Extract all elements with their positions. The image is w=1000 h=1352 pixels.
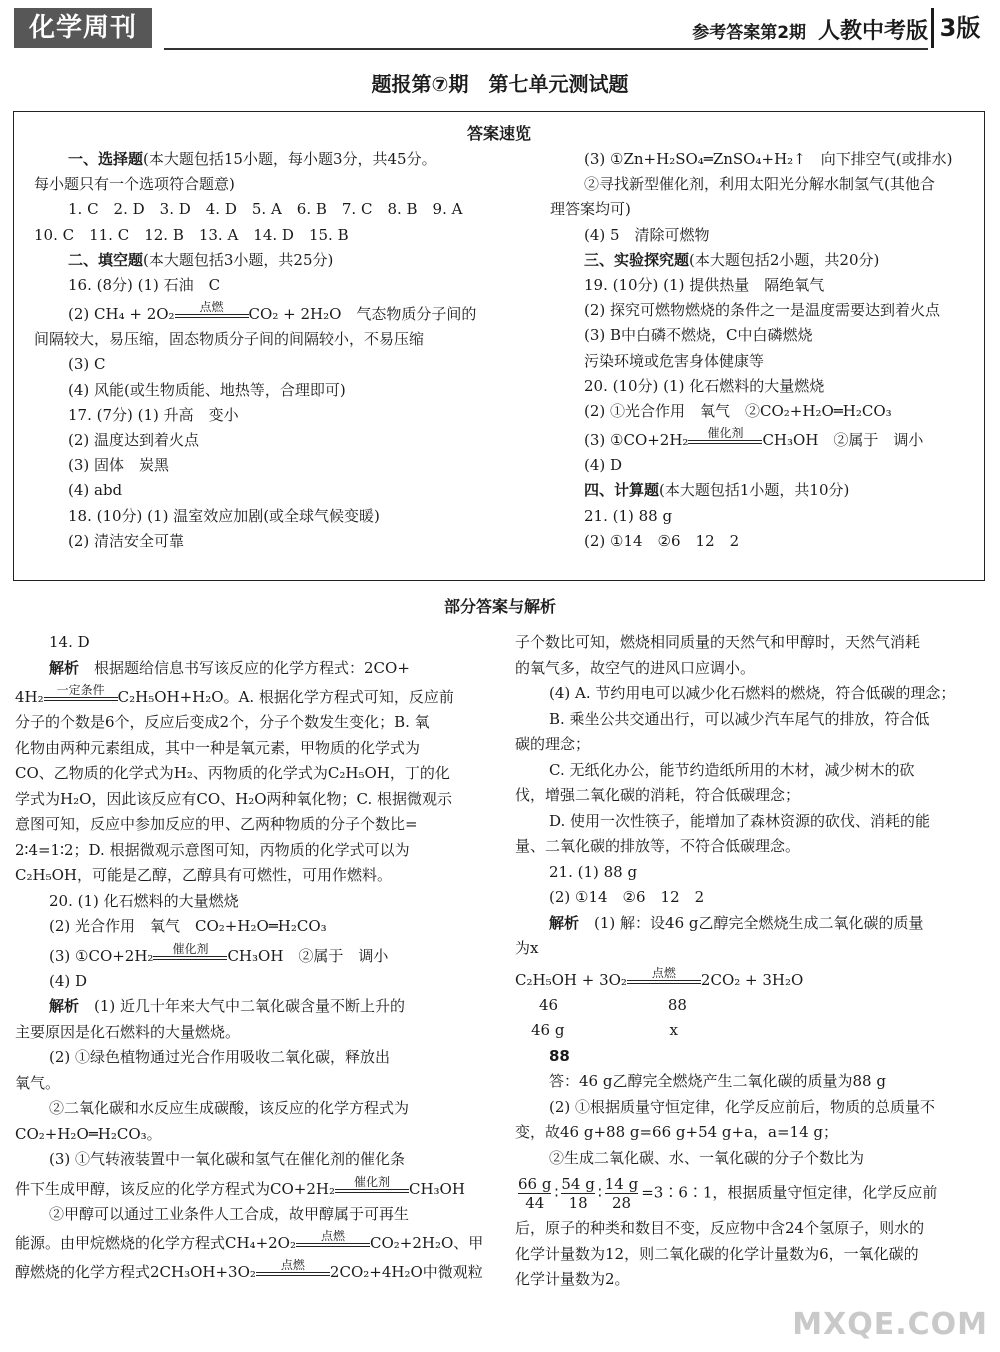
page-header [14, 8, 986, 48]
edition-label: 人教中考版 [817, 19, 928, 44]
analysis-text: (1) 解：设46 g乙醇完全燃烧生成二氧化碳的质量 [579, 913, 924, 932]
analysis-right-line: 46 88 [539, 995, 687, 1014]
answer-left-line: (2) 温度达到着火点 [68, 431, 200, 450]
page-version: 3版 [931, 8, 986, 48]
analysis-left-line: (4) D [49, 971, 88, 990]
section-heading: 四、计算题 [584, 481, 660, 500]
analysis-right-line: 21. (1) 88 g [549, 862, 638, 881]
answer-right-line [550, 424, 980, 453]
analysis-left-line [15, 656, 490, 682]
equation-left: (3) ①CO+2H₂ [49, 946, 154, 965]
analysis-left-line: 化物由两种元素组成，其中一种是氧元素，甲物质的化学式为 [15, 738, 421, 757]
section-note: (本大题包括3小题，共25分) [143, 250, 334, 269]
analysis-left-line [15, 1256, 490, 1285]
analysis-left-line [15, 940, 490, 969]
analysis-text: 根据题给信息书写该反应的化学方程式：2CO+ [79, 658, 410, 677]
answer-right-line: (4) 5 清除可燃物 [584, 225, 710, 244]
section-heading: 一、选择题 [68, 150, 144, 168]
double-bar [256, 1272, 330, 1276]
answer-issue-label: 参考答案第2期 [692, 23, 807, 43]
analysis-right-column [515, 630, 987, 1293]
answer-left-line: (3) C [68, 355, 106, 374]
analysis-left-line: CO₂+H₂O═H₂CO₃。 [15, 1124, 162, 1143]
analysis-right-line: 化学计量数为12，则二氧化碳的化学计量数为6，一氧化碳的 [515, 1244, 919, 1263]
analysis-left-line: 主要原因是化石燃料的大量燃烧。 [15, 1022, 241, 1041]
equation-left: 能源。由甲烷燃烧的化学方程式CH₄+2O₂ [15, 1234, 296, 1252]
analysis-right-line: (2) ①14 ②6 12 2 [549, 888, 705, 906]
answer-right-line: 19. (10分) (1) 提供热量 隔绝氧气 [584, 276, 825, 295]
equation-left: (2) CH₄ + 2O₂ [68, 305, 175, 324]
analysis-label: 解析 [49, 997, 80, 1015]
fraction [561, 1175, 594, 1212]
reaction-condition: 点燃 [280, 1258, 305, 1272]
answer-left-line: 18. (10分) (1) 温室效应加剧(或全球气候变暖) [68, 506, 380, 525]
equation-right: C₂H₅OH+H₂O。A. 根据化学方程式可知，反应前 [117, 688, 454, 706]
header-divider [164, 48, 928, 50]
answer-right-line [550, 248, 980, 273]
analysis-left-line: 2∶4=1∶2；D. 根据微观示意图可知，丙物质的化学式可以为 [15, 840, 410, 859]
answer-left-line: 10. C 11. C 12. B 13. A 14. D 15. B [34, 225, 349, 244]
header-info [692, 14, 928, 45]
reaction-condition: 催化剂 [353, 1174, 390, 1189]
answer-left-line: (2) 清洁安全可靠 [68, 531, 185, 550]
equation-left: 件下生成甲醇，该反应的化学方程式为CO+2H₂ [15, 1179, 335, 1198]
double-bar [175, 314, 249, 318]
equation-left: 醇燃烧的化学方程式2CH₃OH+3O₂ [15, 1263, 256, 1281]
analysis-right-line: D. 使用一次性筷子，能增加了森林资源的砍伐、消耗的能 [549, 811, 931, 830]
analysis-right-line: 化学计量数为2。 [515, 1270, 630, 1288]
equation-right: CO₂ + 2H₂O 气态物质分子间的 [248, 305, 477, 324]
analysis-right-line [515, 964, 987, 993]
reaction-condition: 催化剂 [707, 426, 744, 441]
denominator: 18 [568, 1194, 588, 1212]
answer-box-right-column [550, 147, 980, 554]
reaction-arrow [175, 301, 249, 324]
equation-right: CO₂+2H₂O、甲 [370, 1234, 484, 1252]
answer-right-line: (3) B中白磷不燃烧，C中白磷燃烧 [584, 326, 813, 345]
answer-left-line: 每小题只有一个选项符合题意) [34, 175, 235, 194]
analysis-left-line: (2) ①绿色植物通过光合作用吸收二氧化碳，释放出 [49, 1048, 391, 1066]
analysis-right-line: 答：46 g乙醇完全燃烧产生二氧化碳的质量为88 g [549, 1072, 886, 1090]
equation-left: C₂H₅OH + 3O₂ [515, 970, 627, 989]
analysis-right-line: C. 无纸化办公，能节约造纸所用的木材，减少树木的砍 [549, 760, 915, 779]
double-bar [688, 440, 762, 444]
answer-quick-view-box [13, 111, 985, 581]
analysis-left-line [15, 681, 490, 710]
answer-right-line: ②寻找新型催化剂，利用太阳光分解水制氢气(其他合 [584, 175, 935, 194]
double-bar [335, 1189, 409, 1193]
analysis-right-line: B. 乘坐公共交通出行，可以减少汽车尾气的排放，符合低 [549, 709, 930, 728]
reaction-arrow [627, 967, 701, 990]
analysis-right-line [515, 911, 987, 937]
analysis-left-line: 氧气。 [15, 1073, 61, 1092]
answer-box-left-column [34, 147, 489, 554]
equation-right: CH₃OH ②属于 调小 [762, 431, 924, 450]
analysis-left-line: 分子的个数是6个，反应后变成2个，分子个数发生变化；B. 氧 [15, 713, 430, 731]
analysis-right-line [515, 1044, 987, 1070]
reaction-condition: 一定条件 [56, 683, 105, 697]
analysis-left-line: (3) ①气转液装置中一氧化碳和氢气在催化剂的催化条 [49, 1150, 406, 1168]
section-note: (本大题包括15小题，每小题3分，共45分。 [143, 150, 437, 168]
analysis-right-line: 的氧气多，故空气的进风口应调小。 [515, 658, 756, 677]
denominator: 28 [611, 1194, 632, 1212]
reaction-arrow [153, 943, 227, 966]
analysis-left-line [15, 994, 490, 1020]
ratio-sign: ∶ [597, 1183, 602, 1202]
reaction-condition: 催化剂 [172, 941, 209, 956]
answer-left-line: (3) 固体 炭黑 [68, 456, 170, 475]
equation-left: 4H₂ [15, 688, 44, 706]
fraction [605, 1175, 638, 1212]
analysis-right-line: ②生成二氧化碳、水、一氧化碳的分子个数比为 [549, 1148, 865, 1167]
analysis-right-line: (4) A. 节约用电可以减少化石燃料的燃烧，符合低碳的理念； [549, 684, 956, 702]
ratio-sign: ∶ [554, 1183, 559, 1202]
analysis-left-line: C₂H₅OH，可能是乙醇，乙醇具有可燃性，可用作燃料。 [15, 866, 392, 884]
answer-right-line: (2) ①14 ②6 12 2 [584, 531, 740, 550]
analysis-right-line: 变，故46 g+88 g=66 g+54 g+a，a=14 g； [515, 1123, 839, 1141]
analysis-right-line: 碳的理念； [515, 735, 591, 753]
analysis-right-line [515, 1171, 987, 1216]
analysis-label: 解析 [49, 658, 80, 677]
equation-right: CH₃OH [408, 1179, 465, 1198]
analysis-right-line: 46 g x [531, 1021, 678, 1039]
answer-left-line [34, 248, 489, 273]
answer-box-title: 答案速览 [466, 124, 531, 143]
answer-right-line: (2) 探究可燃物燃烧的条件之一是温度需要达到着火点 [584, 301, 941, 320]
answer-right-line: (2) ①光合作用 氧气 ②CO₂+H₂O═H₂CO₃ [584, 402, 892, 421]
answer-left-line [34, 298, 489, 327]
analysis-left-column [15, 630, 490, 1285]
page-title: 题报第⑦期 第七单元测试题 [371, 72, 629, 96]
numerator: 54 g [561, 1175, 595, 1193]
equation-right: 2CO₂ + 3H₂O [700, 970, 804, 989]
analysis-left-line: 学式为H₂O，因此该反应有CO、H₂O两种氧化物；C. 根据微观示 [15, 789, 453, 808]
analysis-left-line: 意图可知，反应中参加反应的甲、乙两种物质的分子个数比= [15, 815, 418, 833]
reaction-arrow [688, 427, 762, 450]
analysis-left-line: ②甲醇可以通过工业条件人工合成，故甲醇属于可再生 [49, 1204, 410, 1223]
section-heading: 三、实验探究题 [584, 250, 690, 269]
reaction-condition: 点燃 [320, 1229, 345, 1243]
analysis-left-line [15, 1173, 490, 1202]
equation-right: 2CO₂+4H₂O中微观粒 [329, 1263, 483, 1281]
analysis-label: 解析 [549, 913, 580, 932]
analysis-right-line: (2) ①根据质量守恒定律，化学反应前后，物质的总质量不 [549, 1097, 936, 1116]
analysis-left-line: ②二氧化碳和水反应生成碳酸，该反应的化学方程式为 [49, 1099, 410, 1117]
analysis-right-line: 伐，增强二氧化碳的消耗，符合低碳理念； [515, 786, 801, 804]
answer-left-line: 17. (7分) (1) 升高 变小 [68, 405, 239, 424]
double-bar [296, 1243, 370, 1247]
analysis-section-title: 部分答案与解析 [443, 597, 556, 616]
analysis-left-line: (2) 光合作用 氧气 CO₂+H₂O═H₂CO₃ [49, 917, 327, 935]
denominator: 44 [525, 1194, 545, 1212]
section-heading: 二、填空题 [68, 250, 144, 269]
equation-right: CH₃OH ②属于 调小 [227, 946, 389, 965]
answer-right-line: 21. (1) 88 g [584, 506, 673, 525]
section-heading: 88 [549, 1046, 570, 1065]
answer-right-line: 理答案均可) [550, 200, 631, 219]
answer-right-line [550, 478, 980, 503]
analysis-left-line: 14. D [49, 633, 90, 651]
watermark-logo: MXQE.COM [792, 1307, 988, 1342]
answer-right-line: 20. (10分) (1) 化石燃料的大量燃烧 [584, 376, 825, 395]
answer-left-line: (4) abd [68, 481, 123, 500]
reaction-arrow [335, 1176, 409, 1199]
fraction [518, 1175, 551, 1212]
analysis-right-line: 为x [515, 939, 539, 957]
analysis-left-line [15, 1227, 490, 1256]
answer-right-line: (4) D [584, 456, 623, 475]
answer-right-line: 污染环境或危害身体健康等 [584, 351, 765, 370]
reaction-condition: 点燃 [199, 300, 224, 315]
double-bar [44, 697, 118, 701]
numerator: 14 g [604, 1175, 639, 1193]
answer-left-line: 间隔较大，易压缩，固态物质分子间的间隔较小，不易压缩 [34, 330, 425, 349]
equation-left: (3) ①CO+2H₂ [584, 431, 689, 450]
reaction-arrow [256, 1259, 330, 1282]
newspaper-title: 化学周刊 [14, 8, 152, 48]
answer-left-line [34, 147, 489, 172]
answer-left-line: (4) 风能(或生物质能、地热等，合理即可) [68, 380, 346, 399]
analysis-right-line: 量、二氧化碳的排放等，不符合低碳理念。 [515, 837, 801, 855]
analysis-right-line: 后，原子的种类和数目不变，反应物中含24个氢原子，则水的 [515, 1219, 925, 1237]
answer-left-line: 1. C 2. D 3. D 4. D 5. A 6. B 7. C 8. B 9. A [68, 200, 463, 219]
numerator: 66 g [518, 1175, 552, 1193]
reaction-arrow [296, 1230, 370, 1253]
section-note: (本大题包括2小题，共20分) [689, 250, 880, 269]
analysis-text: (1) 近几十年来大气中二氧化碳含量不断上升的 [79, 997, 406, 1015]
section-note: (本大题包括1小题，共10分) [659, 481, 850, 500]
analysis-left-line: 20. (1) 化石燃料的大量燃烧 [49, 891, 239, 910]
double-bar [153, 956, 227, 960]
double-bar [627, 980, 701, 984]
ratio-tail: =3∶6∶1，根据质量守恒定律，化学反应前 [641, 1183, 938, 1202]
analysis-right-line: 子个数比可知，燃烧相同质量的天然气和甲醇时，天然气消耗 [515, 633, 921, 651]
reaction-arrow [44, 684, 118, 707]
analysis-left-line: CO、乙物质的化学式为H₂、丙物质的化学式为C₂H₅OH，丁的化 [15, 764, 450, 782]
answer-left-line: 16. (8分) (1) 石油 C [68, 276, 221, 295]
reaction-condition: 点燃 [651, 965, 676, 980]
answer-right-line: (3) ①Zn+H₂SO₄═ZnSO₄+H₂↑ 向下排空气(或排水) [584, 150, 953, 168]
